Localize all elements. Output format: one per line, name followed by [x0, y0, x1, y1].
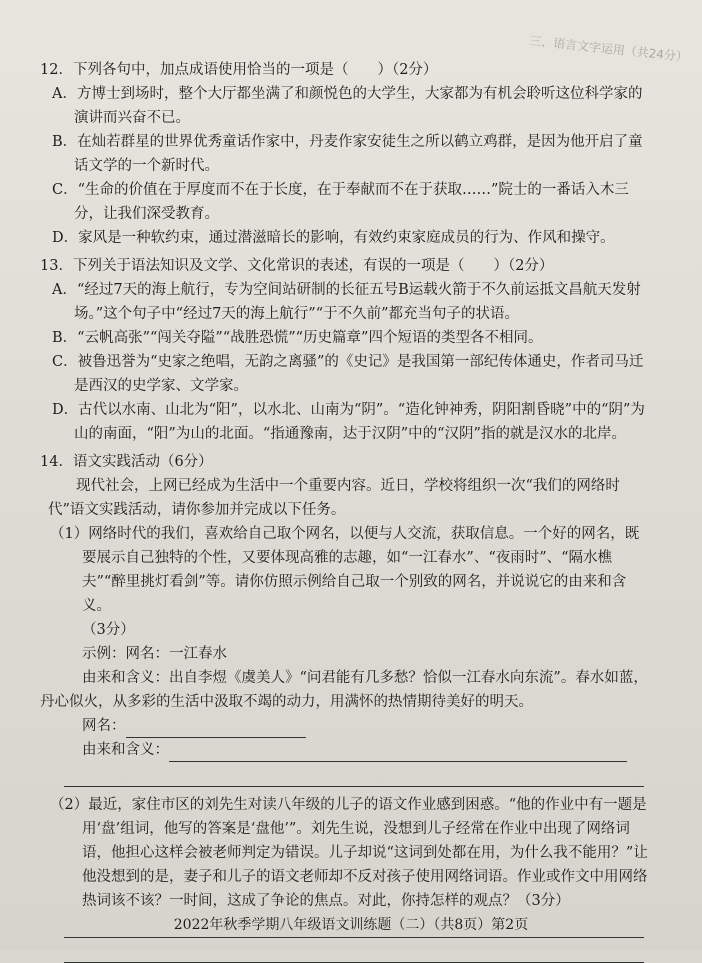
q14-part1 [50, 522, 652, 618]
question-12-title: 12．下列各句中，加点成语使用恰当的一项是（ ）（2分） [40, 62, 438, 78]
q14-intro: 现代社会，上网已经成为生活中一个重要内容。近日，学校将组织一次“我们的网络时代”语文实践活动，请你参加并完成以下任务。 [48, 478, 620, 518]
bleed-through-text: 三、语言文字运用（共24分） [528, 33, 689, 65]
question-14 [40, 450, 652, 963]
net-name-row [82, 714, 652, 738]
q13-option-d: D．古代以水南、山北为“阳”，以水北、山南为“阴”。“造化钟神秀，阴阳割昏晓”中的“阴”为山的南面，“阳”为山的北面。“指通豫南，达于汉阴”中的“汉阴”指的就是汉水的北岸。 [52, 402, 645, 442]
part2-answer-line-2[interactable] [64, 938, 644, 963]
q14-example-label: 示例：网名：一江春水 [82, 646, 227, 662]
q12-option-d: D．家风是一种软约束，通过潜滋暗长的影响，有效约束家庭成员的行为、作风和操守。 [52, 230, 615, 246]
q14-example-text-1: 由来和含义：出自李煜《虞美人》“问君能有几多愁？恰似一江春水向东流”。春水如蓝， [82, 670, 648, 686]
meaning-row [82, 738, 652, 762]
q13-option-a: A．“经过7天的海上航行，专为空间站研制的长征五号B运载火箭于不久前运抵文昌航天发射场。”这个句子中“经过7天的海上航行”“于不久前”都充当句子的状语。 [52, 282, 641, 322]
page-footer: 2022年秋季学期八年级语文训练题（二）（共8页）第2页 [173, 917, 529, 933]
q14-part2 [50, 793, 652, 913]
q13-option-c: C．被鲁迅誉为“史家之绝唱，无韵之离骚”的《史记》是我国第一部纪传体通史，作者司马迁是西汉的史学家、文学家。 [52, 354, 644, 394]
q12-option-b: B．在灿若群星的世界优秀童话作家中，丹麦作家安徒生之所以鹤立鸡群，是因为他开启了童话文学的一个新时代。 [52, 134, 643, 174]
q12-option-a: A．方博士到场时，整个大厅都坐满了和颜悦色的大学生，大家都为有机会聆听这位科学家的演讲而兴奋不已。 [52, 86, 643, 126]
net-name-label: 网名： [82, 718, 126, 734]
q14-part1-score: （3分） [82, 622, 135, 638]
q13-option-b: B．“云帆高张”“闯关夺隘”“战胜恐慌”“历史篇章”四个短语的类型各不相同。 [52, 330, 543, 346]
q14-part2-text: （2）最近，家住市区的刘先生对读八年级的儿子的语文作业感到困惑。“他的作业中有一题是用‘盘’组词，他写的答案是‘盘他’”。刘先生说，没想到儿子经常在作业中出现了网络词语，他担心这样会被老师判定为错误。儿子却说“这词到处都在用，为什么我不能用？”让他没想到的是，妻子和儿子的语文老师却不反对孩子使用网络词语。作业或作文中用网络热词该不该？一时间，这成了争论的焦点。对此，你持怎样的观点？（3分） [50, 797, 648, 909]
meaning-label: 由来和含义： [82, 742, 169, 758]
meaning-answer-line[interactable] [169, 743, 627, 762]
net-name-answer-line[interactable] [126, 719, 306, 738]
q14-part1-text: （1）网络时代的我们，喜欢给自己取个网名，以便与人交流，获取信息。一个好的网名，既要展示自己独特的个性，又要体现高雅的志趣，如“一江春水”、“夜雨时”、“隔水樵夫”“醉里挑灯看剑”等。请你仿照示例给自己取一个别致的网名，并说说它的由来和含义。 [50, 526, 640, 614]
meaning-answer-line-2[interactable] [64, 762, 644, 787]
q12-option-c: C．“生命的价值在于厚度而不在于长度，在于奉献而不在于获取……”院士的一番话入木三分，让我们深受教育。 [52, 182, 629, 222]
question-13 [40, 254, 652, 446]
question-13-title: 13．下列关于语法知识及文学、文化常识的表述，有误的一项是（ ）（2分） [40, 258, 554, 274]
question-14-title: 14．语文实践活动（6分） [40, 454, 213, 470]
q14-example-text-2: 丹心似火，从多彩的生活中汲取不竭的动力，用满怀的热情期待美好的明天。 [40, 694, 533, 710]
question-12 [40, 58, 652, 250]
